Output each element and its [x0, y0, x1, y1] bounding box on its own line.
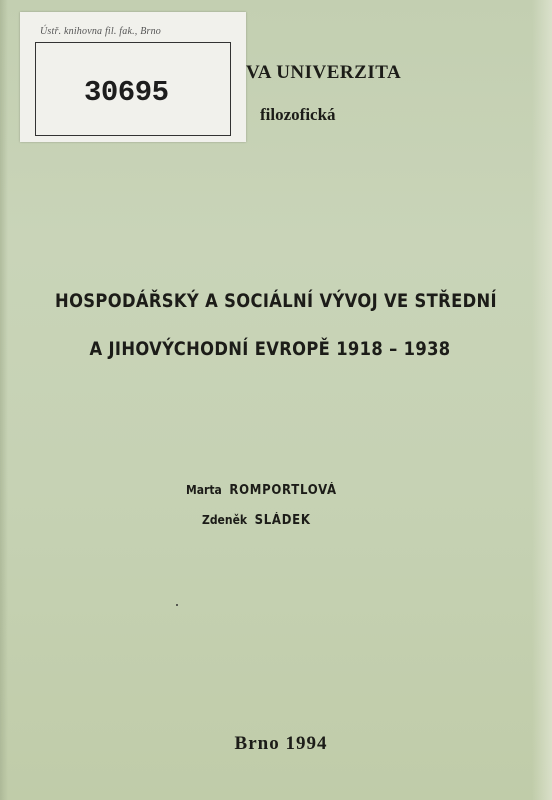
library-inventory-number: 30695: [84, 76, 169, 109]
book-title-line-1: HOSPODÁŘSKÝ A SOCIÁLNÍ VÝVOJ VE STŘEDNÍ: [55, 290, 497, 312]
faculty-name: filozofická: [260, 105, 336, 124]
author-1: [186, 483, 337, 498]
ink-speck: [176, 604, 178, 606]
author-2-surname: SLÁDEK: [254, 513, 311, 528]
right-edge-highlight: [532, 0, 552, 800]
author-2: [202, 513, 311, 528]
imprint-place-year: Brno 1994: [234, 733, 328, 754]
author-1-surname: ROMPORTLOVÁ: [229, 483, 337, 498]
university-name: VA UNIVERZITA: [246, 62, 402, 83]
library-stamp-caption: Ústř. knihovna fil. fak., Brno: [40, 26, 161, 37]
left-edge-shadow: [0, 0, 8, 800]
author-1-first-name: Marta: [186, 483, 222, 497]
book-title-line-2: A JIHOVÝCHODNÍ EVROPĚ 1918 – 1938: [89, 338, 451, 360]
author-2-first-name: Zdeněk: [202, 513, 248, 527]
